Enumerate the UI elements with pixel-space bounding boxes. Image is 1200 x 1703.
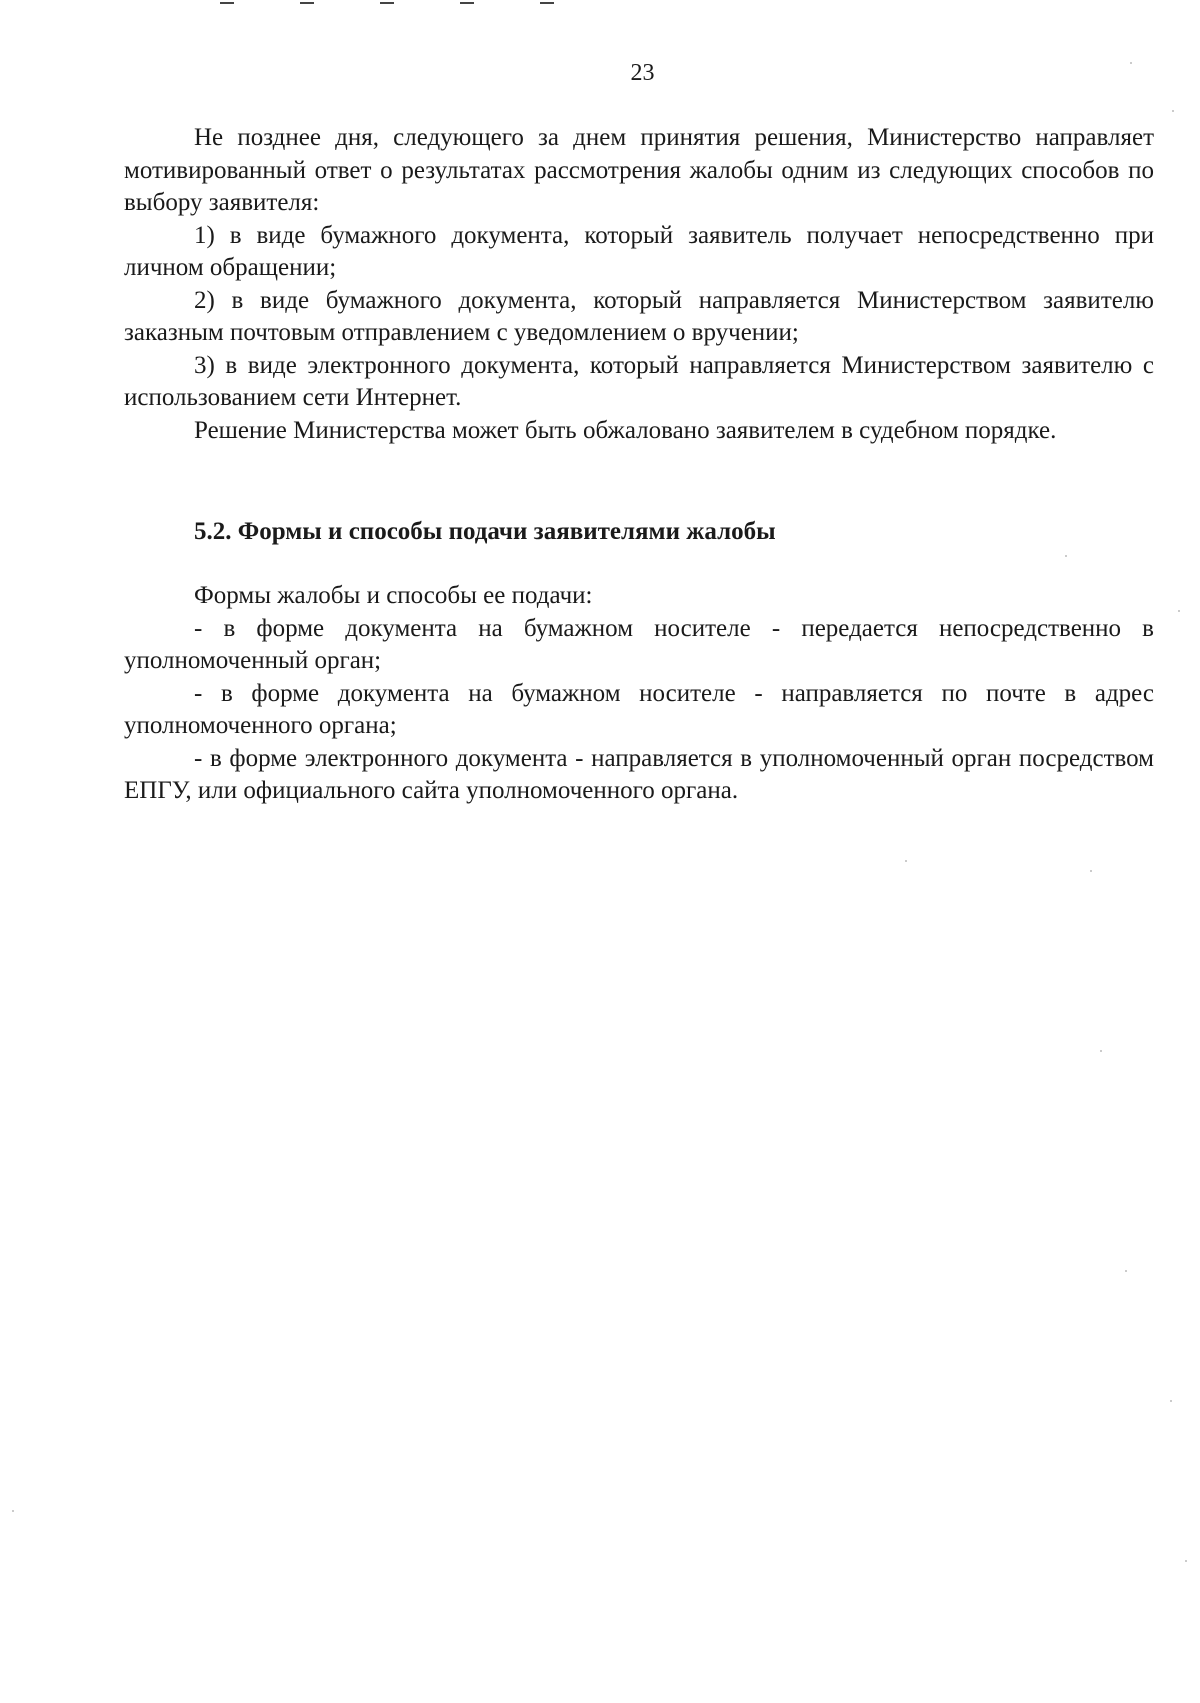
section-heading: 5.2. Формы и способы подачи заявителями жалобы [194,518,776,545]
section-text-complaint-forms [124,580,1154,808]
list-item: 2) в виде бумажного документа, который направляется Министерством заявителю заказным почтовым отправлением с уведомлением о вручении; [124,286,1154,346]
scan-artifact-marks [220,0,640,6]
list-item: - в форме документа на бумажном носителе - направляется по почте в адрес уполномоченного органа; [124,679,1154,739]
list-item: 3) в виде электронного документа, который направляется Министерством заявителю с использованием сети Интернет. [124,351,1154,411]
paragraph: Формы жалобы и способы ее подачи: [194,582,593,609]
section-text-complaint-response [124,122,1154,447]
list-item: - в форме документа на бумажном носителе - передается непосредственно в уполномоченный орган; [124,614,1154,674]
paragraph: Решение Министерства может быть обжаловано заявителем в судебном порядке. [194,416,1057,444]
page-number: 23 [630,60,655,86]
paragraph: Не позднее дня, следующего за днем принятия решения, Министерство направляет мотивированный ответ о результатах рассмотрения жалобы одним из следующих способов по выбору заявителя: [124,124,1154,216]
list-item: - в форме электронного документа - направляется в уполномоченный орган посредством ЕПГУ, или официального сайта уполномоченного органа. [124,744,1154,804]
list-item: 1) в виде бумажного документа, который заявитель получает непосредственно при личном обращении; [124,221,1154,281]
